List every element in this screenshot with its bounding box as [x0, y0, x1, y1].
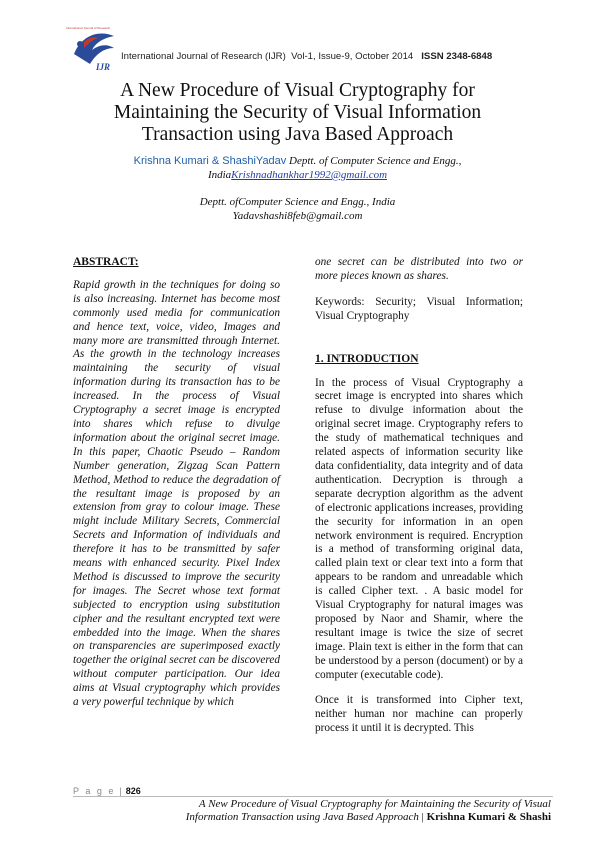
affiliation-1: Deptt. of Computer Science and Engg., [286, 155, 462, 167]
title-line-3: Transaction using Java Based Approach [141, 124, 454, 145]
running-title: A New Procedure of Visual Cryptography for Maintaining the Security of Visual Information Transaction using Java Based Approach | Krishna Kumari & Shashi [120, 798, 551, 824]
journal-issn: ISSN 2348-6848 [421, 51, 493, 62]
abstract-heading: ABSTRACT: [73, 256, 139, 268]
journal-header [121, 51, 492, 62]
page-number: 826 [125, 786, 141, 796]
introduction-para-2: Once it is transformed into Cipher text, neither human nor machine can properly process it until it is decrypted. This [315, 694, 523, 735]
affiliation-1-country: India [207, 169, 232, 181]
email-2: Yadavshashi8feb@gmail.com [232, 210, 363, 222]
title-line-2: Maintaining the Security of Visual Information [113, 102, 482, 123]
journal-name: International Journal of Research (IJR) [121, 51, 286, 62]
affiliation-2-block [60, 195, 535, 223]
abstract-section [73, 256, 280, 710]
affiliation-2: Deptt. ofComputer Science and Engg., India [199, 196, 396, 208]
introduction-heading: 1. INTRODUCTION [315, 352, 419, 365]
running-title-line-1: A New Procedure of Visual Cryptography for Maintaining the Security of Visual [198, 798, 551, 810]
introduction-para-1: In the process of Visual Cryptography a secret image is encrypted into shares which refuse to divulge information about the original secret image. Cryptography refers to the study of mathematical techniques and related aspects of information security like data confidentiality, data integrity and of data authentication. Decryption is through a separate decryption algorithm as the advent of electronic applications increases, providing the security for information in an open network environment is required. Encryption is a method of transforming original data, called plain text or clear text into a form that appears to be random and unreadable which is called Cipher text. . A basic model for Visual Cryptography for natural images was proposed by Naor and Shamir, where the resultant image is twice the size of secret image. Plain text is either in the form that can be understood by a person (document) or by a computer (executable code). [315, 376, 523, 681]
running-authors: Krishna Kumari & Shashi [426, 811, 551, 823]
page-footer: P a g e | 826 [73, 786, 141, 796]
journal-logo [66, 24, 118, 76]
page-label: P a g e [73, 786, 116, 796]
author-names: Krishna Kumari & ShashiYadav [133, 155, 287, 167]
logo-caption: International Journal of Research [66, 26, 111, 30]
logo-text: IJR [96, 62, 111, 72]
abstract-text: Rapid growth in the techniques for doing so is also increasing. Internet has become most commonly used media for communication and hence text, voice, video, Images and many more are transmitted through Internet. As the growth in the technology increases maintaining the security of visual information during its transaction has to be increased. In the process of Visual Cryptography a secret image is encrypted into shares which refuse to divulge information about the original secret image. In this paper, Chaotic Pseudo – Random Number generation, Zigzag Scan Pattern Method, Method to reduce the degradation of the resultant image is proposed by an extension from gray to colour image. These might include Military Secrets, Commercial Secrets and Information of individuals and therefore it has to be transmitted by safer means with enhanced security. Pixel Index Method is discussed to improve the security for images. The Secret whose text format subjected to encryption using substitution cipher and the resultant encrypted text were embedded into the image. When the shares on transparencies are superimposed exactly together the original secret can be discovered without computer participation. Our idea aims at Visual cryptography which provides a very powerful technique by which [73, 278, 280, 709]
abstract-continued: one secret can be distributed into two or more pieces known as shares. [315, 256, 523, 282]
journal-volume: Vol-1, Issue-9, October 2014 [291, 51, 414, 62]
footer-divider [73, 796, 553, 797]
keywords: Keywords: Security; Visual Information; Visual Cryptography [315, 295, 523, 322]
author-block [60, 154, 535, 182]
right-column [315, 256, 523, 736]
email-link-1[interactable]: Krishnadhankhar1992@gmail.com [231, 169, 388, 181]
title-line-1: A New Procedure of Visual Cryptography for [120, 80, 475, 101]
running-title-line-2: Information Transaction using Java Based Approach [185, 811, 419, 823]
paper-title [60, 80, 535, 146]
